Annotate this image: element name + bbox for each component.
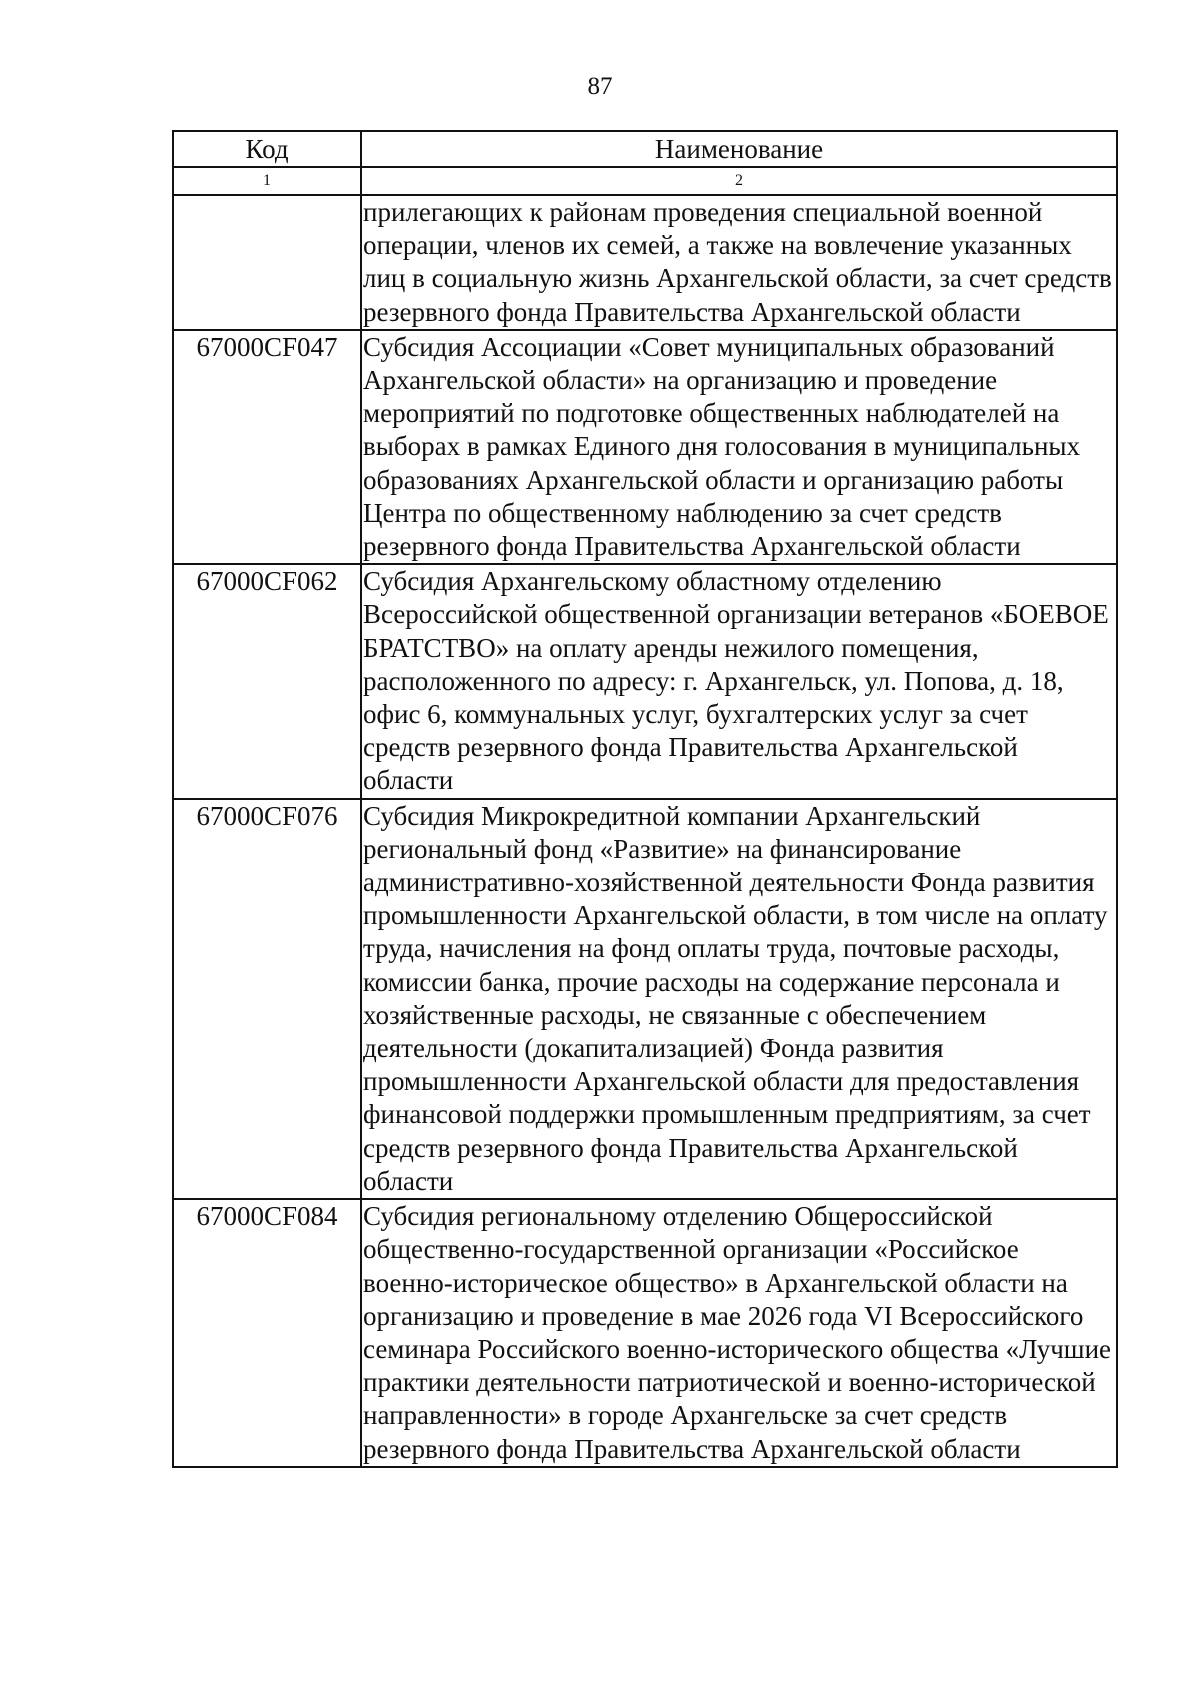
header-code: Код — [173, 131, 361, 167]
table-row — [173, 564, 1117, 798]
row-code — [173, 195, 361, 330]
table-row — [173, 1199, 1117, 1467]
row-name: Субсидия Микрокредитной компании Архангельский региональный фонд «Развитие» на финансирование административно-хозяйственной деятельности Фонда развития промышленности Архангельской области, в том числе на оплату труда, начисления на фонд оплаты труда, почтовые расходы, комиссии банка, прочие расходы на содержание персонала и хозяйственные расходы, не связанные с обеспечением деятельности (докапитализацией) Фонда развития промышленности Архангельской области для предоставления финансовой поддержки промышленным предприятиям, за счет средств резервного фонда Правительства Архангельской области — [361, 799, 1117, 1199]
column-number-1: 1 — [173, 167, 361, 195]
column-number-2: 2 — [361, 167, 1117, 195]
row-code: 67000CF062 — [173, 564, 361, 798]
row-name: прилегающих к районам проведения специальной военной операции, членов их семей, а также на вовлечение указанных лиц в социальную жизнь Архангельской области, за счет средств резервного фонда Правительства Архангельской области — [361, 195, 1117, 330]
budget-code-table — [172, 130, 1118, 1468]
row-name: Субсидия Ассоциации «Совет муниципальных образований Архангельской области» на организацию и проведение мероприятий по подготовке общественных наблюдателей на выборах в рамках Единого дня голосования в муниципальных образованиях Архангельской области и организацию работы Центра по общественному наблюдению за счет средств резервного фонда Правительства Архангельской области — [361, 330, 1117, 564]
row-code: 67000CF076 — [173, 799, 361, 1199]
column-number-row — [173, 167, 1117, 195]
row-code: 67000CF047 — [173, 330, 361, 564]
table-row — [173, 195, 1117, 330]
table-row — [173, 330, 1117, 564]
header-name: Наименование — [361, 131, 1117, 167]
row-name: Субсидия Архангельскому областному отделению Всероссийской общественной организации ветеранов «БОЕВОЕ БРАТСТВО» на оплату аренды нежилого помещения, расположенного по адресу: г. Архангельск, ул. Попова, д. 18, офис 6, коммунальных услуг, бухгалтерских услуг за счет средств резервного фонда Правительства Архангельской области — [361, 564, 1117, 798]
row-code: 67000CF084 — [173, 1199, 361, 1467]
table-header-row — [173, 131, 1117, 167]
page-number: 87 — [587, 73, 613, 100]
table-row — [173, 799, 1117, 1199]
row-name: Субсидия региональному отделению Общероссийской общественно-государственной организации «Российское военно-историческое общество» в Архангельской области на организацию и проведение в мае 2026 года VI Всероссийского семинара Российского военно-исторического общества «Лучшие практики деятельности патриотической и военно-исторической направленности» в городе Архангельске за счет средств резервного фонда Правительства Архангельской области — [361, 1199, 1117, 1467]
